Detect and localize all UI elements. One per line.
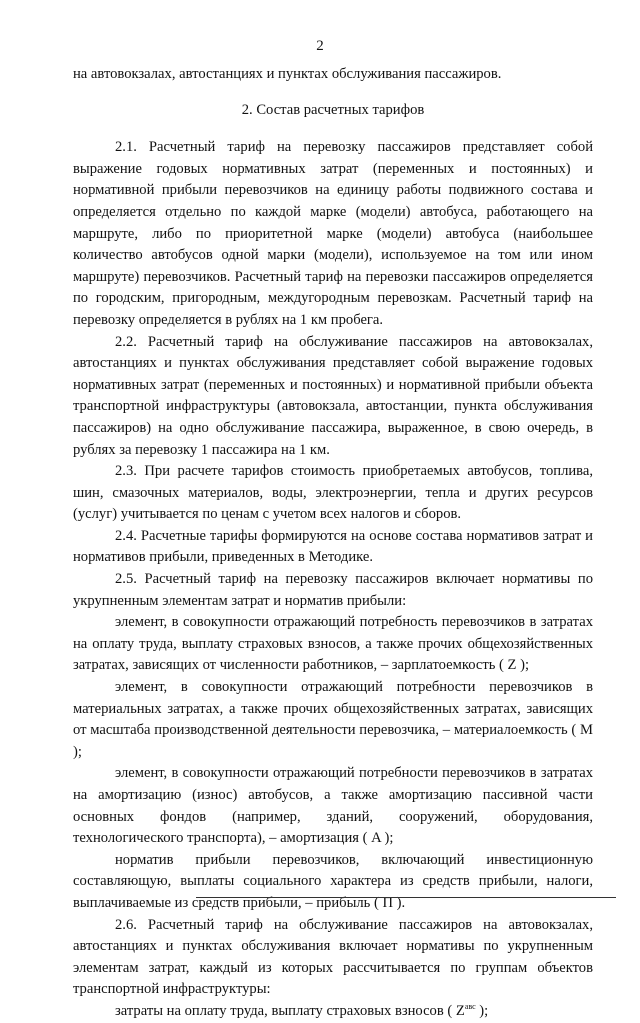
paragraph-2-6: 2.6. Расчетный тариф на обслуживание пассажиров на автовокзалах, автостанциях и пунктах обслуживания включает нормативы по укрупненным элементам затрат, каждый из которых рассчитывается по группам объектов транспортной инфраструктуры: xyxy=(73,916,593,998)
page-number: 2 xyxy=(316,38,324,54)
last-line-end: ); xyxy=(475,1002,489,1019)
paragraph-2-1: 2.1. Расчетный тариф на перевозку пассажиров представляет собой выражение годовых нормативных затрат (переменных и постоянных) и нормативной прибыли перевозчиков на единицу работы подвижного состава и определяется отдельно по каждой марке (модели) автобуса, работающего на маршруте, либо по приоритетной марке (модели) автобуса (наибольшее количество автобусов одной марки (модели), используемое на том или ином маршруте) перевозчиков. Расчетный тариф на перевозки пассажиров определяется по городским, пригородным, междугородным перевозкам. Расчетный тариф на перевозку определяется в рублях на 1 км пробега. xyxy=(73,139,593,328)
last-line-superscript: авс xyxy=(464,1002,476,1012)
document-body xyxy=(73,64,593,1023)
last-line-text: затраты на оплату труда, выплату страховых взносов ( Z xyxy=(115,1002,465,1019)
element-wage-intensity: элемент, в совокупности отражающий потребность перевозчиков в затратах на оплату труда, выплату страховых взносов, а также прочих общехозяйственных затратах, зависящих от численности работников, – зарплатоемкость ( Z ); xyxy=(73,614,593,674)
bottom-rule xyxy=(196,897,616,898)
paragraph-2-5: 2.5. Расчетный тариф на перевозку пассажиров включает нормативы по укрупненным элементам затрат и норматив прибыли: xyxy=(73,571,593,609)
section-title: 2. Состав расчетных тарифов xyxy=(241,101,425,118)
continuation-line: на автовокзалах, автостанциях и пунктах обслуживания пассажиров. xyxy=(73,66,502,82)
paragraph-2-3: 2.3. При расчете тарифов стоимость приобретаемых автобусов, топлива, шин, смазочных материалов, воды, электроэнергии, тепла и других ресурсов (услуг) учитывается по ценам с учетом всех налогов и сборов. xyxy=(73,463,593,523)
element-material-intensity: элемент, в совокупности отражающий потребности перевозчиков в материальных затратах, а также прочих общехозяйственных затратах, зависящих от масштаба производственной деятельности перевозчика, – материалоемкость ( M ); xyxy=(73,679,593,760)
element-profit: норматив прибыли перевозчиков, включающий инвестиционную составляющую, выплаты социального характера из средств прибыли, налоги, выплачиваемые из средств прибыли, – прибыль ( П ). xyxy=(73,851,593,911)
last-line xyxy=(73,1001,593,1023)
paragraph-2-2: 2.2. Расчетный тариф на обслуживание пассажиров на автовокзалах, автостанциях и пунктах обслуживания представляет собой выражение годовых нормативных затрат (переменных и постоянных) и нормативной прибыли объекта транспортной инфраструктуры (автовокзала, автостанции, пункта обслуживания пассажиров) на одно обслуживание пассажира, выраженное, в свою очередь, в рублях за перевозку 1 пассажира на 1 км. xyxy=(73,333,593,458)
element-depreciation: элемент, в совокупности отражающий потребности перевозчиков в затратах на амортизацию (износ) автобусов, а также амортизацию пассивной части основных фондов (например, зданий, сооружений, оборудования, технологического транспорта), – амортизация ( A ); xyxy=(73,765,593,847)
paragraph-2-4: 2.4. Расчетные тарифы формируются на основе состава нормативов затрат и нормативов прибыли, приведенных в Методике. xyxy=(73,527,593,566)
